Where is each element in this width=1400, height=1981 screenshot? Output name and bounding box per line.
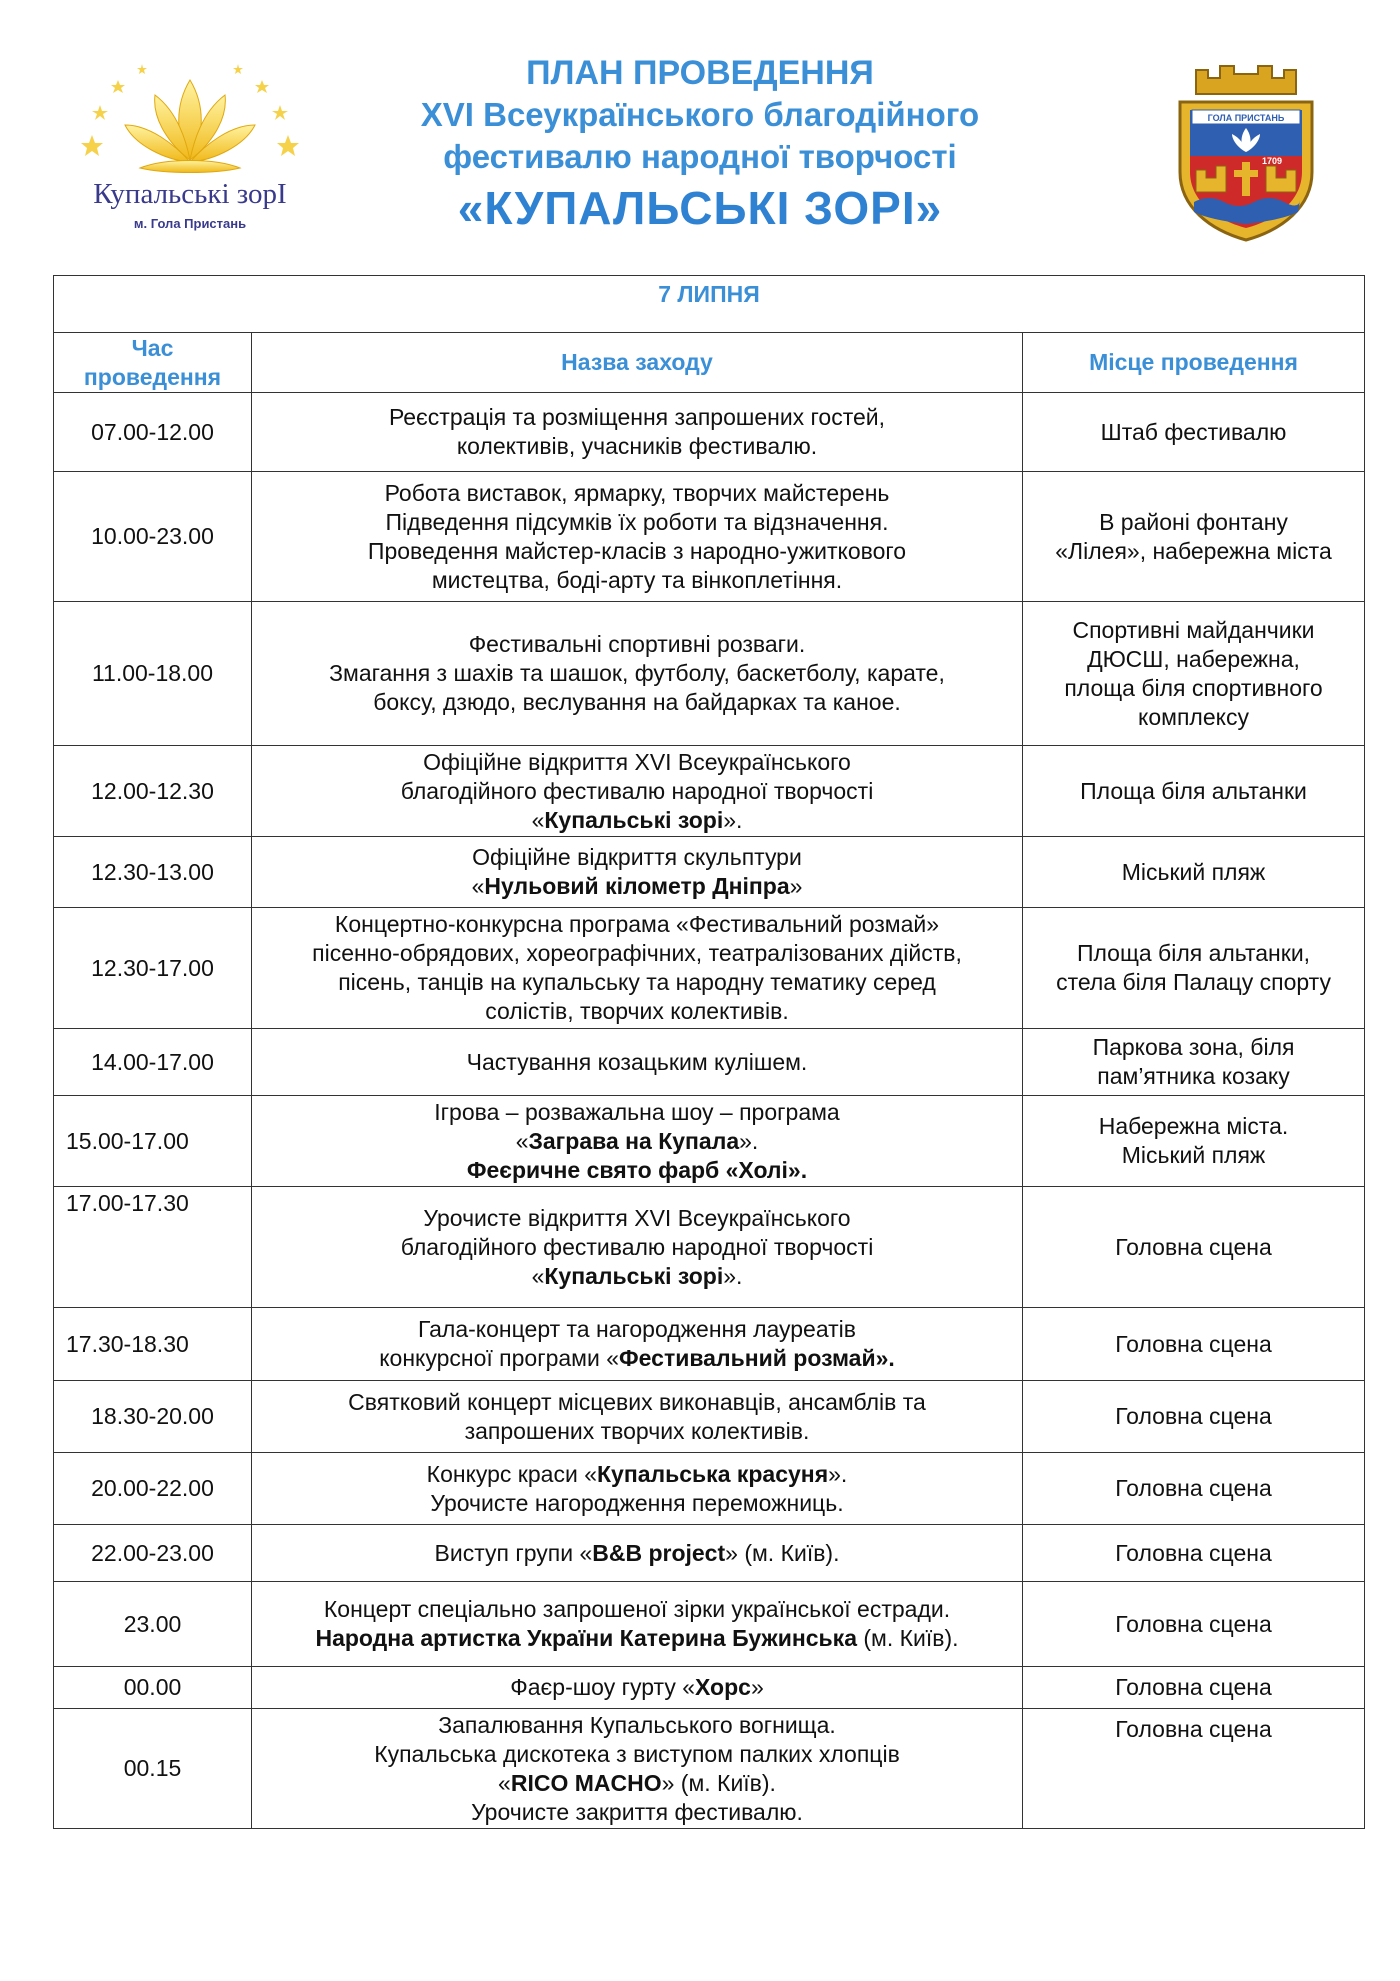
- place-line: ДЮСШ, набережна,: [1087, 645, 1300, 672]
- event-highlight: Народна артистка України Катерина Бужинська: [315, 1625, 857, 1651]
- event-text: мистецтва, боді-арту та вінкоплетіння.: [431, 566, 843, 593]
- event-line: [252, 843, 1022, 872]
- event-highlight: Заграва на Купала: [528, 1127, 740, 1154]
- event-line: [252, 968, 1022, 997]
- event-text: Купальська дискотека з виступом палких хлопців: [374, 1740, 900, 1767]
- event-line: [252, 1156, 1022, 1185]
- event-line: [252, 1048, 1022, 1077]
- table-row: [54, 1308, 1365, 1381]
- event-line: [252, 659, 1022, 688]
- event-line: [252, 432, 1022, 461]
- header-time: [54, 333, 252, 393]
- place-line: стела біля Палацу спорту: [1056, 969, 1331, 995]
- place-line: площа біля спортивного: [1064, 674, 1323, 701]
- event-cell: [252, 1029, 1023, 1096]
- place-cell: [1023, 1029, 1365, 1096]
- event-cell: [252, 1381, 1023, 1453]
- place-line: Головна сцена: [1115, 1475, 1272, 1501]
- time-cell: 17.00-17.30: [54, 1187, 252, 1308]
- time-cell: 22.00-23.00: [54, 1525, 252, 1582]
- date-row: [54, 276, 1365, 333]
- event-highlight: Купальські зорі: [544, 1262, 724, 1289]
- event-text: Запалювання Купальського вогнища.: [438, 1711, 836, 1738]
- time-cell: 15.00-17.00: [54, 1096, 252, 1187]
- place-line: пам’ятника козаку: [1097, 1063, 1290, 1089]
- title-line-1: ПЛАН ПРОВЕДЕННЯ: [526, 54, 874, 92]
- event-text: ».: [723, 1262, 743, 1289]
- place-cell: [1023, 837, 1365, 908]
- place-line: Головна сцена: [1115, 1539, 1272, 1566]
- event-line: [252, 1769, 1022, 1798]
- event-highlight: Купальська красуня: [596, 1460, 829, 1487]
- event-highlight: RICO MACHO: [510, 1769, 662, 1796]
- event-text: »: [750, 1674, 764, 1700]
- event-text: Проведення майстер-класів з народно-ужиткового: [367, 537, 907, 564]
- header-place: Місце проведення: [1023, 333, 1365, 393]
- event-cell: [252, 1667, 1023, 1709]
- time-cell: 18.30-20.00: [54, 1381, 252, 1453]
- event-line: [252, 1204, 1022, 1233]
- event-cell: [252, 908, 1023, 1029]
- event-line: [252, 1539, 1022, 1568]
- place-cell: [1023, 1525, 1365, 1582]
- event-text: Змагання з шахів та шашок, футболу, баскетболу, карате,: [329, 660, 945, 686]
- event-highlight: Купальські зорі: [544, 806, 724, 833]
- coat-year: 1709: [1261, 156, 1283, 166]
- event-line: [252, 1233, 1022, 1262]
- place-cell: [1023, 1381, 1365, 1453]
- event-line: [252, 630, 1022, 659]
- event-cell: [252, 1709, 1023, 1829]
- place-cell: [1023, 746, 1365, 837]
- event-cell: [252, 837, 1023, 908]
- event-line: [252, 1098, 1022, 1127]
- event-text: «: [515, 1127, 529, 1154]
- title-line-4: «КУПАЛЬСЬКІ ЗОРІ»: [457, 182, 943, 234]
- event-text: »: [789, 873, 803, 899]
- event-text: Фестивальні спортивні розваги.: [468, 631, 806, 657]
- table-row: [54, 1709, 1365, 1829]
- date-label: 7 ЛИПНЯ: [54, 276, 1365, 333]
- time-cell: 14.00-17.00: [54, 1029, 252, 1096]
- place-cell: [1023, 393, 1365, 472]
- event-line: [252, 1344, 1022, 1373]
- logo-title: Купальські зорІ: [93, 178, 287, 210]
- event-text: ».: [723, 806, 743, 833]
- time-cell: 12.30-13.00: [54, 837, 252, 908]
- event-text: «: [471, 873, 485, 899]
- place-cell: [1023, 472, 1365, 602]
- event-highlight: B&B project: [592, 1539, 726, 1566]
- event-line: [252, 777, 1022, 806]
- event-text: (м. Київ).: [857, 1625, 959, 1651]
- festival-logo: [70, 50, 310, 240]
- time-cell: 23.00: [54, 1582, 252, 1667]
- event-text: «: [531, 806, 545, 833]
- table-row: [54, 602, 1365, 746]
- event-text: Урочисте закриття фестивалю.: [471, 1798, 803, 1825]
- event-text: Офіційне відкриття скульптури: [472, 844, 802, 870]
- place-line: комплексу: [1138, 703, 1249, 730]
- event-line: [252, 910, 1022, 939]
- event-cell: [252, 746, 1023, 837]
- time-cell: 11.00-18.00: [54, 602, 252, 746]
- event-cell: [252, 1582, 1023, 1667]
- place-line: Паркова зона, біля: [1092, 1034, 1295, 1060]
- title-line-3: фестивалю народної творчості: [443, 138, 957, 175]
- event-text: Виступ групи «: [434, 1539, 593, 1566]
- event-line: [252, 537, 1022, 566]
- event-highlight: Феєричне свято фарб «Холі».: [466, 1156, 808, 1183]
- event-line: [252, 1740, 1022, 1769]
- event-line: [252, 1489, 1022, 1518]
- event-text: благодійного фестивалю народної творчості: [400, 777, 874, 804]
- place-line: В районі фонтану: [1099, 508, 1288, 535]
- event-line: [252, 1624, 1022, 1653]
- title-line-2: XVI Всеукраїнського благодійного: [420, 96, 980, 133]
- time-cell: 12.00-12.30: [54, 746, 252, 837]
- place-line: Набережна міста.: [1098, 1113, 1289, 1139]
- event-line: [252, 1673, 1022, 1702]
- event-text: Реєстрація та розміщення запрошених гостей,: [388, 404, 886, 430]
- event-text: Фаєр-шоу гурту «: [510, 1674, 695, 1700]
- event-text: благодійного фестивалю народної творчості: [400, 1233, 874, 1260]
- event-line: [252, 508, 1022, 537]
- table-row: [54, 472, 1365, 602]
- event-line: [252, 1315, 1022, 1344]
- place-line: Головна сцена: [1115, 1403, 1272, 1429]
- time-cell: 17.30-18.30: [54, 1308, 252, 1381]
- event-line: [252, 688, 1022, 717]
- event-line: [252, 997, 1022, 1026]
- time-cell: 12.30-17.00: [54, 908, 252, 1029]
- event-cell: [252, 472, 1023, 602]
- table-row: [54, 1525, 1365, 1582]
- place-line: Головна сцена: [1115, 1716, 1272, 1742]
- event-line: [252, 748, 1022, 777]
- event-line: [252, 1388, 1022, 1417]
- event-text: Урочисте нагородження переможниць.: [430, 1489, 844, 1516]
- event-text: Конкурс краси «: [426, 1460, 597, 1487]
- event-cell: [252, 393, 1023, 472]
- place-line: Штаб фестивалю: [1100, 418, 1287, 445]
- place-cell: [1023, 1582, 1365, 1667]
- event-cell: [252, 1453, 1023, 1525]
- event-text: Святковий концерт місцевих виконавців, ансамблів та: [348, 1388, 926, 1415]
- event-text: ».: [739, 1127, 759, 1154]
- time-cell: 20.00-22.00: [54, 1453, 252, 1525]
- page-header: [0, 0, 1400, 270]
- event-line: [252, 939, 1022, 968]
- place-line: Головна сцена: [1115, 1233, 1272, 1260]
- table-row: [54, 1667, 1365, 1709]
- table-row: [54, 1029, 1365, 1096]
- event-text: Ігрова – розважальна шоу – програма: [434, 1098, 840, 1125]
- event-text: Частування козацьким кулішем.: [466, 1048, 808, 1075]
- event-text: пісенно-обрядових, хореографічних, театралізованих дійств,: [312, 940, 962, 966]
- schedule-table: [53, 275, 1365, 1829]
- event-line: [252, 479, 1022, 508]
- table-row: [54, 837, 1365, 908]
- place-line: Міський пляж: [1121, 858, 1266, 885]
- event-text: ».: [828, 1460, 848, 1487]
- event-cell: [252, 1525, 1023, 1582]
- event-text: » (м. Київ).: [661, 1769, 776, 1796]
- event-highlight: Хорс: [695, 1674, 751, 1700]
- place-line: Площа біля альтанки: [1080, 777, 1307, 804]
- table-row: [54, 746, 1365, 837]
- time-cell: 00.15: [54, 1709, 252, 1829]
- event-line: [252, 1595, 1022, 1624]
- event-text: » (м. Київ).: [725, 1539, 840, 1566]
- place-cell: [1023, 602, 1365, 746]
- event-line: [252, 1798, 1022, 1827]
- event-text: Робота виставок, ярмарку, творчих майстерень: [384, 479, 890, 506]
- place-cell: [1023, 1187, 1365, 1308]
- table-row: [54, 1187, 1365, 1308]
- document-title: [380, 52, 1020, 238]
- event-text: «: [531, 1262, 545, 1289]
- event-text: пісень, танців на купальську та народну тематику серед: [338, 969, 936, 995]
- table-row: [54, 1453, 1365, 1525]
- header-time-line-2: проведення: [83, 363, 222, 390]
- place-cell: [1023, 1709, 1365, 1829]
- event-text: Офіційне відкриття XVI Всеукраїнського: [423, 748, 851, 775]
- event-text: солістів, творчих колективів.: [485, 998, 789, 1024]
- event-text: Гала-концерт та нагородження лауреатів: [417, 1316, 857, 1342]
- event-text: Концертно-конкурсна програма «Фестивальний розмай»: [334, 911, 940, 937]
- header-row: [54, 333, 1365, 393]
- time-cell: 10.00-23.00: [54, 472, 252, 602]
- place-cell: [1023, 1096, 1365, 1187]
- event-text: колективів, учасників фестивалю.: [456, 433, 818, 459]
- place-line: «Лілея», набережна міста: [1055, 537, 1332, 564]
- place-line: Головна сцена: [1115, 1610, 1272, 1637]
- place-cell: [1023, 1308, 1365, 1381]
- event-line: [252, 806, 1022, 835]
- table-row: [54, 1582, 1365, 1667]
- time-cell: 00.00: [54, 1667, 252, 1709]
- lotus-icon: [70, 50, 310, 180]
- event-text: боксу, дзюдо, веслування на байдарках та каное.: [373, 689, 901, 715]
- place-cell: [1023, 908, 1365, 1029]
- city-coat-of-arms-icon: [1172, 52, 1320, 242]
- event-text: Урочисте відкриття XVI Всеукраїнського: [423, 1204, 851, 1231]
- place-line: Площа біля альтанки,: [1076, 940, 1311, 966]
- event-line: [252, 403, 1022, 432]
- event-text: запрошених творчих колективів.: [464, 1417, 810, 1444]
- table-row: [54, 1381, 1365, 1453]
- event-text: Підведення підсумків їх роботи та відзначення.: [385, 508, 889, 535]
- event-highlight: Фестивальний розмай».: [619, 1345, 895, 1371]
- table-row: [54, 1096, 1365, 1187]
- place-cell: [1023, 1667, 1365, 1709]
- event-line: [252, 566, 1022, 595]
- header-event: Назва заходу: [252, 333, 1023, 393]
- table-row: [54, 393, 1365, 472]
- place-line: Головна сцена: [1115, 1674, 1272, 1700]
- time-cell: 07.00-12.00: [54, 393, 252, 472]
- coat-label: ГОЛА ПРИСТАНЬ: [1207, 113, 1285, 123]
- event-cell: [252, 1308, 1023, 1381]
- event-cell: [252, 1187, 1023, 1308]
- logo-subtitle: м. Гола Пристань: [133, 216, 247, 231]
- event-cell: [252, 602, 1023, 746]
- event-highlight: Нульовий кілометр Дніпра: [484, 873, 790, 899]
- event-cell: [252, 1096, 1023, 1187]
- place-cell: [1023, 1453, 1365, 1525]
- place-line: Міський пляж: [1121, 1142, 1266, 1168]
- place-line: Головна сцена: [1115, 1330, 1272, 1357]
- event-line: [252, 1460, 1022, 1489]
- event-line: [252, 1417, 1022, 1446]
- event-text: Концерт спеціально запрошеної зірки української естради.: [323, 1596, 951, 1622]
- header-time-line-1: Час: [131, 334, 174, 361]
- event-line: [252, 1262, 1022, 1291]
- event-line: [252, 1711, 1022, 1740]
- event-line: [252, 1127, 1022, 1156]
- table-row: [54, 908, 1365, 1029]
- place-line: Спортивні майданчики: [1072, 616, 1315, 643]
- event-text: конкурсної програми «: [379, 1345, 620, 1371]
- event-text: «: [498, 1769, 511, 1796]
- event-line: [252, 872, 1022, 901]
- city-coat-of-arms: [1172, 52, 1320, 242]
